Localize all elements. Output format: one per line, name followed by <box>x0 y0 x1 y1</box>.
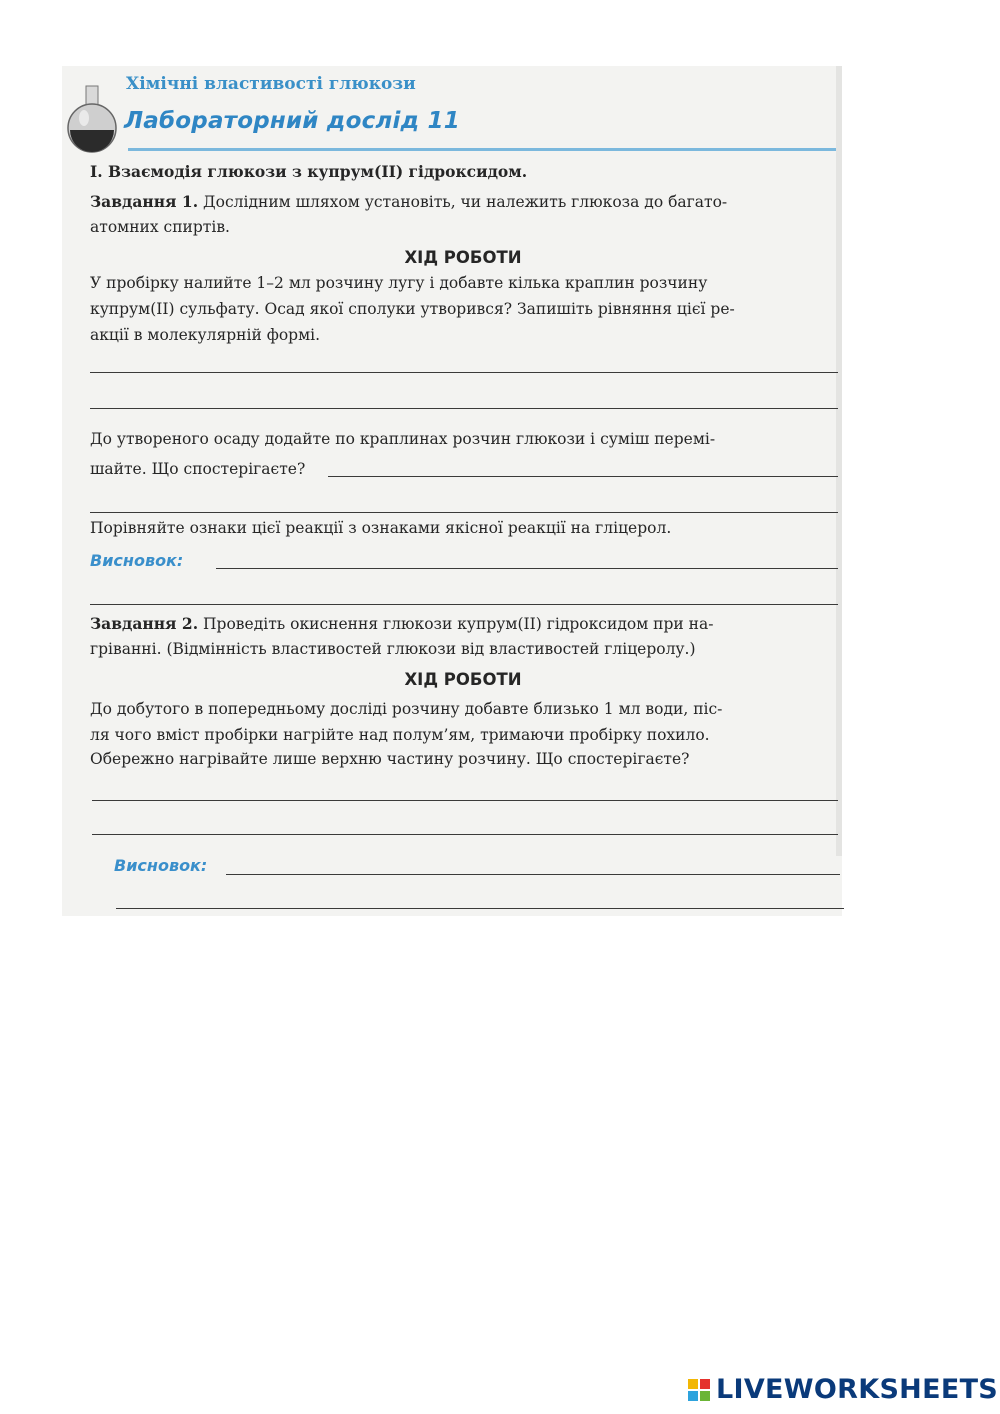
answer-line-3[interactable] <box>92 800 838 801</box>
conclusion-1-line-1[interactable] <box>216 568 838 569</box>
logo-text: LIVEWORKSHEETS <box>716 1374 999 1405</box>
procedure-1-line-1: У пробірку налийте 1–2 мл розчину лугу і добавте кілька краплин розчину <box>90 274 708 292</box>
task-1-label: Завдання 1. <box>90 192 199 211</box>
task-1-text-1: Дослідним шляхом установіть, чи належить глюкоза до багато- <box>203 193 728 211</box>
answer-line-4[interactable] <box>92 834 838 835</box>
procedure-1-line-5: шайте. Що спостерігаєте? <box>90 460 306 478</box>
conclusion-1-label: Висновок: <box>90 551 184 570</box>
title-underline <box>128 148 836 151</box>
lab-title: Лабораторний дослід 11 <box>124 108 460 134</box>
liveworksheets-logo <box>688 1374 998 1405</box>
logo-squares-icon <box>688 1379 710 1401</box>
task-2-text-2: гріванні. (Відмінність властивостей глюкози від властивостей гліцеролу.) <box>90 640 696 658</box>
conclusion-1-line-2[interactable] <box>90 604 838 605</box>
procedure-1-line-6: Порівняйте ознаки цієї реакції з ознаками якісної реакції на гліцерол. <box>90 519 672 537</box>
answer-line-observe-1[interactable] <box>328 476 838 477</box>
page-edge-shadow <box>836 66 842 856</box>
answer-line-1[interactable] <box>90 372 838 373</box>
task-2-text-1: Проведіть окиснення глюкози купрум(ІІ) гідроксидом при на- <box>203 615 714 633</box>
procedure-1-line-2: купрум(ІІ) сульфату. Осад якої сполуки утворився? Запишіть рівняння цієї ре- <box>90 300 735 318</box>
task-1-line-1 <box>90 188 727 217</box>
procedure-1-heading: ХІД РОБОТИ <box>404 248 522 267</box>
procedure-2-line-2: ля чого вміст пробірки нагрійте над полум’ям, тримаючи пробірку похило. <box>90 726 710 744</box>
procedure-2-heading: ХІД РОБОТИ <box>404 670 522 689</box>
procedure-2-line-3: Обережно нагрівайте лише верхню частину розчину. Що спостерігаєте? <box>90 750 690 768</box>
procedure-1-line-4: До утвореного осаду додайте по краплинах розчин глюкози і суміш перемі- <box>90 430 716 448</box>
procedure-2-line-1: До добутого в попередньому досліді розчину добавте близько 1 мл води, піс- <box>90 700 723 718</box>
section-1-title: І. Взаємодія глюкози з купрум(ІІ) гідроксидом. <box>90 162 528 181</box>
flask-icon <box>62 84 122 154</box>
task-2-label: Завдання 2. <box>90 614 199 633</box>
conclusion-2-line-2[interactable] <box>116 908 844 909</box>
task-1-text-2: атомних спиртів. <box>90 218 230 236</box>
answer-line-observe-2[interactable] <box>90 512 838 513</box>
conclusion-2-label: Висновок: <box>114 856 208 875</box>
procedure-1-line-3: акції в молекулярній формі. <box>90 326 321 344</box>
conclusion-2-line-1[interactable] <box>226 874 840 875</box>
task-2-line-1 <box>90 610 714 639</box>
answer-line-2[interactable] <box>90 408 838 409</box>
lesson-subtitle: Хімічні властивості глюкози <box>126 74 416 94</box>
